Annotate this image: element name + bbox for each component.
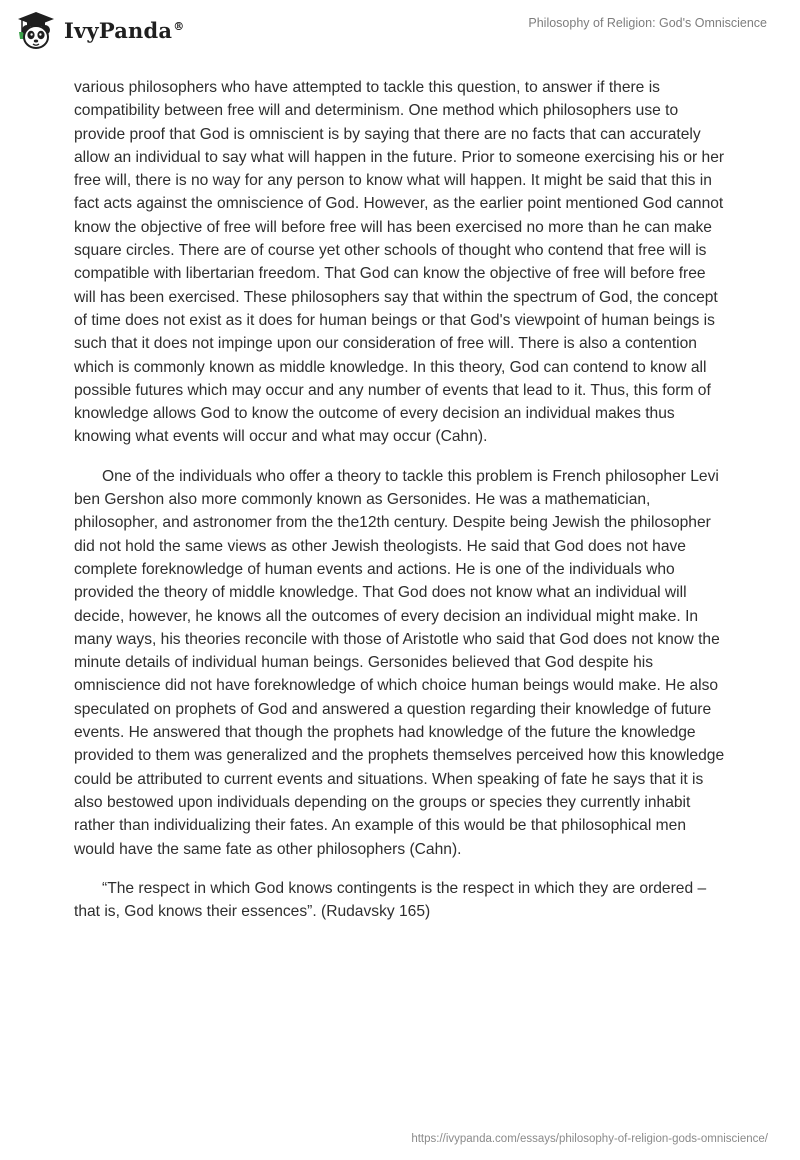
panda-graduate-icon (14, 8, 58, 52)
paragraph: various philosophers who have attempted to tackle this question, to answer if there is compatibility between free will and determinism. One method which philosophers use to provide proof that God is omniscient is by saying that there are no facts that can accurately allow an individual to say what will happen in the future. Prior to someone exercising his or her free will, there is no way for any person to know what will happen. It might be said that this in fact acts against the omniscience of God. However, as the earlier point mentioned God cannot know the objective of free will before free will has been exercised no more than he can make square circles. There are of course yet other schools of thought who contend that free will is compatible with libertarian freedom. That God can know the objective of free will before free will has been exercised. These philosophers say that within the spectrum of God, the concept of time does not exist as it does for human beings or that God's viewpoint of human beings is such that it does not impinge upon our consideration of free will. There is also a contention which is commonly known as middle knowledge. In this theory, God can contend to know all possible futures which may occur and any number of events that lead to it. Thus, this form of knowledge allows God to know the outcome of every decision an individual makes thus knowing what events will occur and what may occur (Cahn). (74, 79, 725, 446)
essay-body (74, 76, 730, 923)
document-title: Philosophy of Religion: God's Omniscience (528, 16, 767, 30)
ivypanda-logo[interactable] (14, 8, 184, 52)
source-url[interactable]: https://ivypanda.com/essays/philosophy-of-religion-gods-omniscience/ (411, 1133, 768, 1145)
paragraph: One of the individuals who offer a theory to tackle this problem is French philosopher Levi ben Gershon also more commonly known as Gersonides. He was a mathematician, philosopher, and astronomer from the the12th century. Despite being Jewish the philosopher did not hold the same views as other Jewish theologists. He said that God does not have complete foreknowledge of human events and actions. He is one of the individuals who provided the theory of middle knowledge. That God does not know what an individual will decide, however, he knows all the outcomes of every decision an individual might make. In many ways, his theories reconcile with those of Aristotle who said that God does not know the minute details of individual human beings. Gersonides believed that God despite his omniscience did not have foreknowledge of which choice human beings would make. He also speculated on prophets of God and answered a question regarding their knowledge of future events. He answered that though the prophets had knowledge of the future the knowledge provided to them was generalized and the prophets themselves perceived how this knowledge could be attributed to current events and situations. When speaking of fate he says that it is also bestowed upon individuals depending on the groups or species they currently inhabit rather than individualizing their fates. An example of this would be that philosophical men would have the same fate as other philosophers (Cahn). (74, 467, 725, 858)
page-header (0, 0, 800, 62)
brand-name: IvyPanda® (64, 17, 185, 43)
quote-paragraph: “The respect in which God knows contingents is the respect in which they are ordered – that is, God knows their essences”. (Rudavsky 165) (74, 879, 707, 921)
registered-mark: ® (173, 19, 185, 33)
